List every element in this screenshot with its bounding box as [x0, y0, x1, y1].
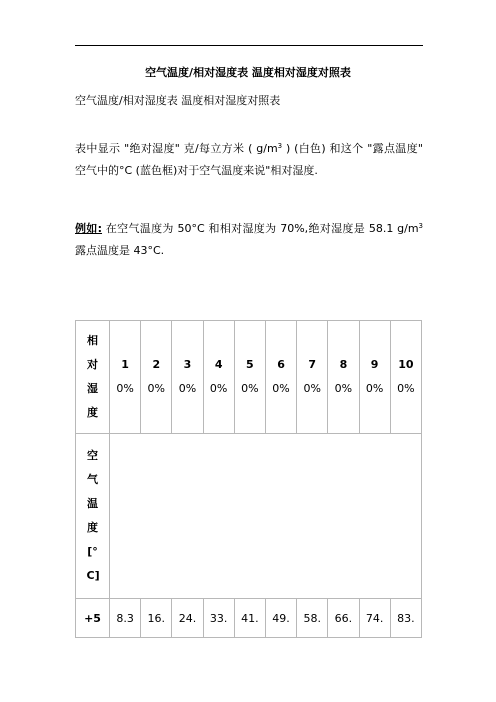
- description-paragraph: [75, 138, 423, 182]
- column-header-number: 1: [121, 358, 129, 371]
- table-cell: 16.: [141, 599, 172, 638]
- table-cell: 49.: [265, 599, 296, 638]
- column-header-percent: 0%: [116, 382, 134, 395]
- column-header-number: 5: [246, 358, 254, 371]
- description-superscript: 3: [277, 142, 283, 150]
- column-header: [328, 321, 359, 434]
- column-header-percent: 0%: [303, 382, 321, 395]
- table-cell: 33.: [203, 599, 234, 638]
- column-header-percent: 0%: [397, 382, 415, 395]
- table-cell: 66.: [328, 599, 359, 638]
- column-header: [390, 321, 421, 434]
- temperature-axis-row: [76, 434, 422, 599]
- description-text-2: ) (白色) 和这个 "露点温度" 空气中的°C (蓝色框)对于空气温度来说"相对湿度.: [75, 142, 423, 177]
- column-header: [359, 321, 390, 434]
- column-header-percent: 0%: [178, 382, 197, 395]
- table-cell: 8.3: [110, 599, 141, 638]
- table-cell: 58.: [297, 599, 328, 638]
- table-cell: 74.: [359, 599, 390, 638]
- header-row: [76, 321, 422, 434]
- column-header-number: 10: [398, 358, 414, 371]
- column-header: [172, 321, 203, 434]
- example-text-1: 在空气温度为 50°C 和相对湿度为 70%,绝对湿度是 58.1 g/m: [102, 222, 419, 235]
- column-header-number: 9: [370, 358, 379, 371]
- column-header-number: 4: [214, 358, 223, 371]
- table-cell: 24.: [172, 599, 203, 638]
- column-header-percent: 0%: [334, 382, 353, 395]
- column-header-percent: 0%: [209, 382, 228, 395]
- example-text-2: 露点温度是 43°C.: [75, 244, 165, 257]
- table-row: [76, 599, 422, 638]
- column-header: [110, 321, 141, 434]
- axis-row-empty-cell: [110, 434, 422, 599]
- humidity-table: [75, 320, 422, 638]
- subtitle-paragraph: 空气温度/相对湿度表 温度相对湿度对照表: [75, 94, 281, 107]
- column-header-percent: 0%: [365, 382, 384, 395]
- air-temperature-label: 空气温度[°C]: [86, 449, 100, 582]
- example-superscript: 3: [418, 222, 423, 230]
- column-header-percent: 0%: [147, 382, 165, 395]
- column-header-number: 7: [308, 358, 317, 371]
- column-header: [141, 321, 172, 434]
- column-header-number: 8: [339, 358, 348, 371]
- column-header-number: 2: [152, 358, 161, 371]
- column-header: [265, 321, 296, 434]
- column-header: [234, 321, 265, 434]
- air-temperature-label-cell: [76, 434, 110, 599]
- example-label: 例如:: [75, 222, 103, 235]
- column-header-number: 3: [183, 358, 192, 371]
- table-cell: 83.: [390, 599, 421, 638]
- column-header-number: 6: [277, 358, 285, 371]
- page-title: 空气温度/相对湿度表 温度相对湿度对照表: [145, 66, 351, 79]
- description-text-1: 表中显示 "绝对湿度" 克/每立方米 ( g/m: [75, 142, 278, 155]
- column-header: [203, 321, 234, 434]
- row-label: +5: [76, 599, 110, 638]
- header-rule: [75, 45, 423, 46]
- example-paragraph: [75, 218, 423, 262]
- column-header-percent: 0%: [272, 382, 290, 395]
- corner-header-cell: [76, 321, 110, 434]
- table-cell: 41.: [234, 599, 265, 638]
- column-header-percent: 0%: [241, 382, 259, 395]
- column-header: [297, 321, 328, 434]
- relative-humidity-label: 相对湿度: [87, 334, 98, 419]
